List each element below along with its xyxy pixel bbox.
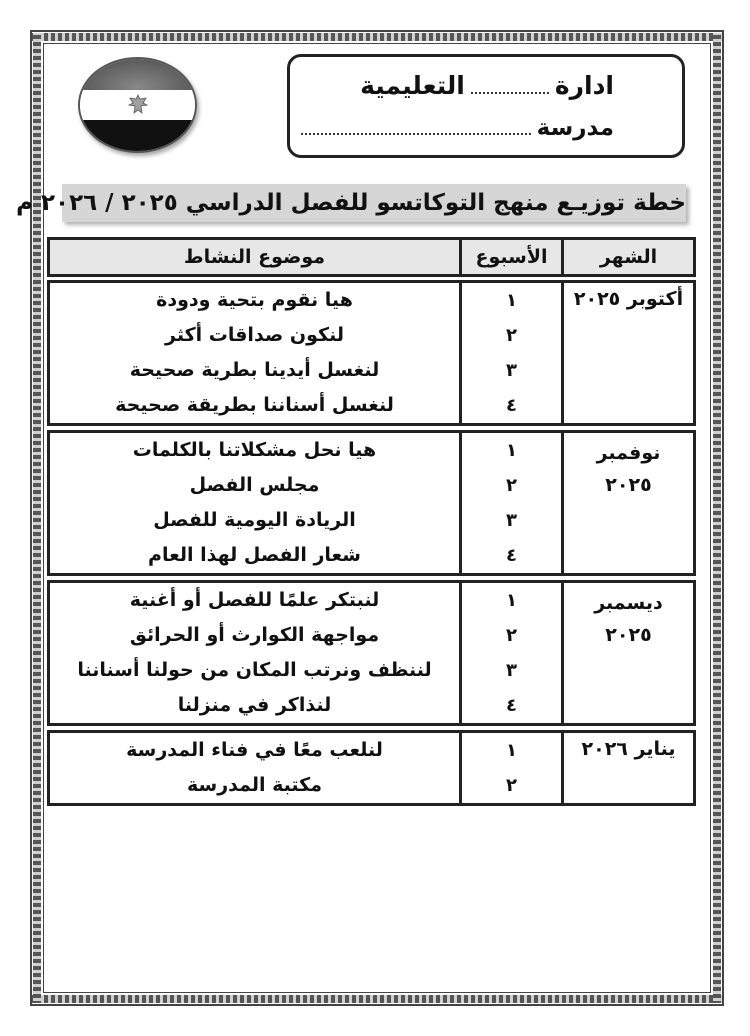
school-label: مدرسة xyxy=(536,115,614,141)
activity-topic: لنذاكر في منزلنا xyxy=(177,694,332,716)
school-info-box xyxy=(287,54,685,158)
table-row xyxy=(49,582,695,725)
group-separator xyxy=(49,575,695,582)
week-cell xyxy=(461,432,563,575)
egypt-flag-icon xyxy=(78,57,197,153)
week-number: ١ xyxy=(506,590,517,611)
header-month: الشهر xyxy=(563,239,695,276)
activity-topic: مجلس الفصل xyxy=(189,474,320,496)
month-cell: نوفمبر ٢٠٢٥ xyxy=(563,432,695,575)
week-number: ٤ xyxy=(506,395,517,416)
curriculum-plan-table xyxy=(47,237,696,806)
week-number: ٣ xyxy=(506,360,517,381)
activity-topic: شعار الفصل لهذا العام xyxy=(148,544,361,566)
administration-label: ادارة xyxy=(554,71,614,100)
week-number: ٤ xyxy=(506,545,517,566)
activity-topic: هيا نحل مشكلاتنا بالكلمات xyxy=(132,439,377,461)
activity-topic: لنغسل أسناننا بطريقة صحيحة xyxy=(115,394,394,416)
table-body xyxy=(49,276,695,807)
activity-topic: مواجهة الكوارث أو الحرائق xyxy=(129,624,380,646)
week-number: ٢ xyxy=(506,325,517,346)
topic-cell xyxy=(49,582,461,725)
month-cell: ديسمبر ٢٠٢٥ xyxy=(563,582,695,725)
week-number: ١ xyxy=(506,440,517,461)
header-topic: موضوع النشاط xyxy=(49,239,461,276)
table-header-row xyxy=(49,239,695,276)
activity-topic: لنلعب معًا في فناء المدرسة xyxy=(126,739,383,761)
week-number: ٢ xyxy=(506,625,517,646)
group-separator xyxy=(49,725,695,732)
table-row xyxy=(49,732,695,805)
page-title: خطة توزيـع منهج التوكاتسو للفصل الدراسي ٢٠٢٥ / ٢٠٢٦ م xyxy=(62,184,686,222)
school-fill-line xyxy=(301,119,531,135)
activity-topic: لنغسل أيدينا بطرية صحيحة xyxy=(129,359,380,381)
administration-fill-line xyxy=(471,78,549,94)
month-cell: أكتوبر ٢٠٢٥ xyxy=(563,282,695,425)
topic-cell xyxy=(49,732,461,805)
week-number: ١ xyxy=(506,740,517,761)
topic-cell xyxy=(49,432,461,575)
eagle-emblem-icon xyxy=(125,93,151,117)
activity-topic: الريادة اليومية للفصل xyxy=(153,509,356,531)
week-cell xyxy=(461,732,563,805)
activity-topic: لنكون صداقات أكثر xyxy=(165,324,344,346)
activity-topic: لننظف ونرتب المكان من حولنا أسناننا xyxy=(77,659,432,681)
header-week: الأسبوع xyxy=(461,239,563,276)
week-number: ٢ xyxy=(506,475,517,496)
activity-topic: لنبتكر علمًا للفصل أو أغنية xyxy=(129,589,380,611)
table-row xyxy=(49,282,695,425)
week-number: ٢ xyxy=(506,775,517,796)
week-number: ٣ xyxy=(506,660,517,681)
group-separator xyxy=(49,425,695,432)
week-number: ٣ xyxy=(506,510,517,531)
activity-topic: هيا نقوم بتحية ودودة xyxy=(156,289,353,311)
week-number: ٤ xyxy=(506,695,517,716)
activity-topic: مكتبة المدرسة xyxy=(187,774,322,796)
week-cell xyxy=(461,282,563,425)
table-row xyxy=(49,432,695,575)
table-bottom-border xyxy=(49,805,695,807)
week-cell xyxy=(461,582,563,725)
month-cell: يناير ٢٠٢٦ xyxy=(563,732,695,805)
administration-line xyxy=(360,71,614,100)
school-line xyxy=(295,115,614,141)
week-number: ١ xyxy=(506,290,517,311)
administration-value: التعليمية xyxy=(360,71,465,100)
topic-cell xyxy=(49,282,461,425)
